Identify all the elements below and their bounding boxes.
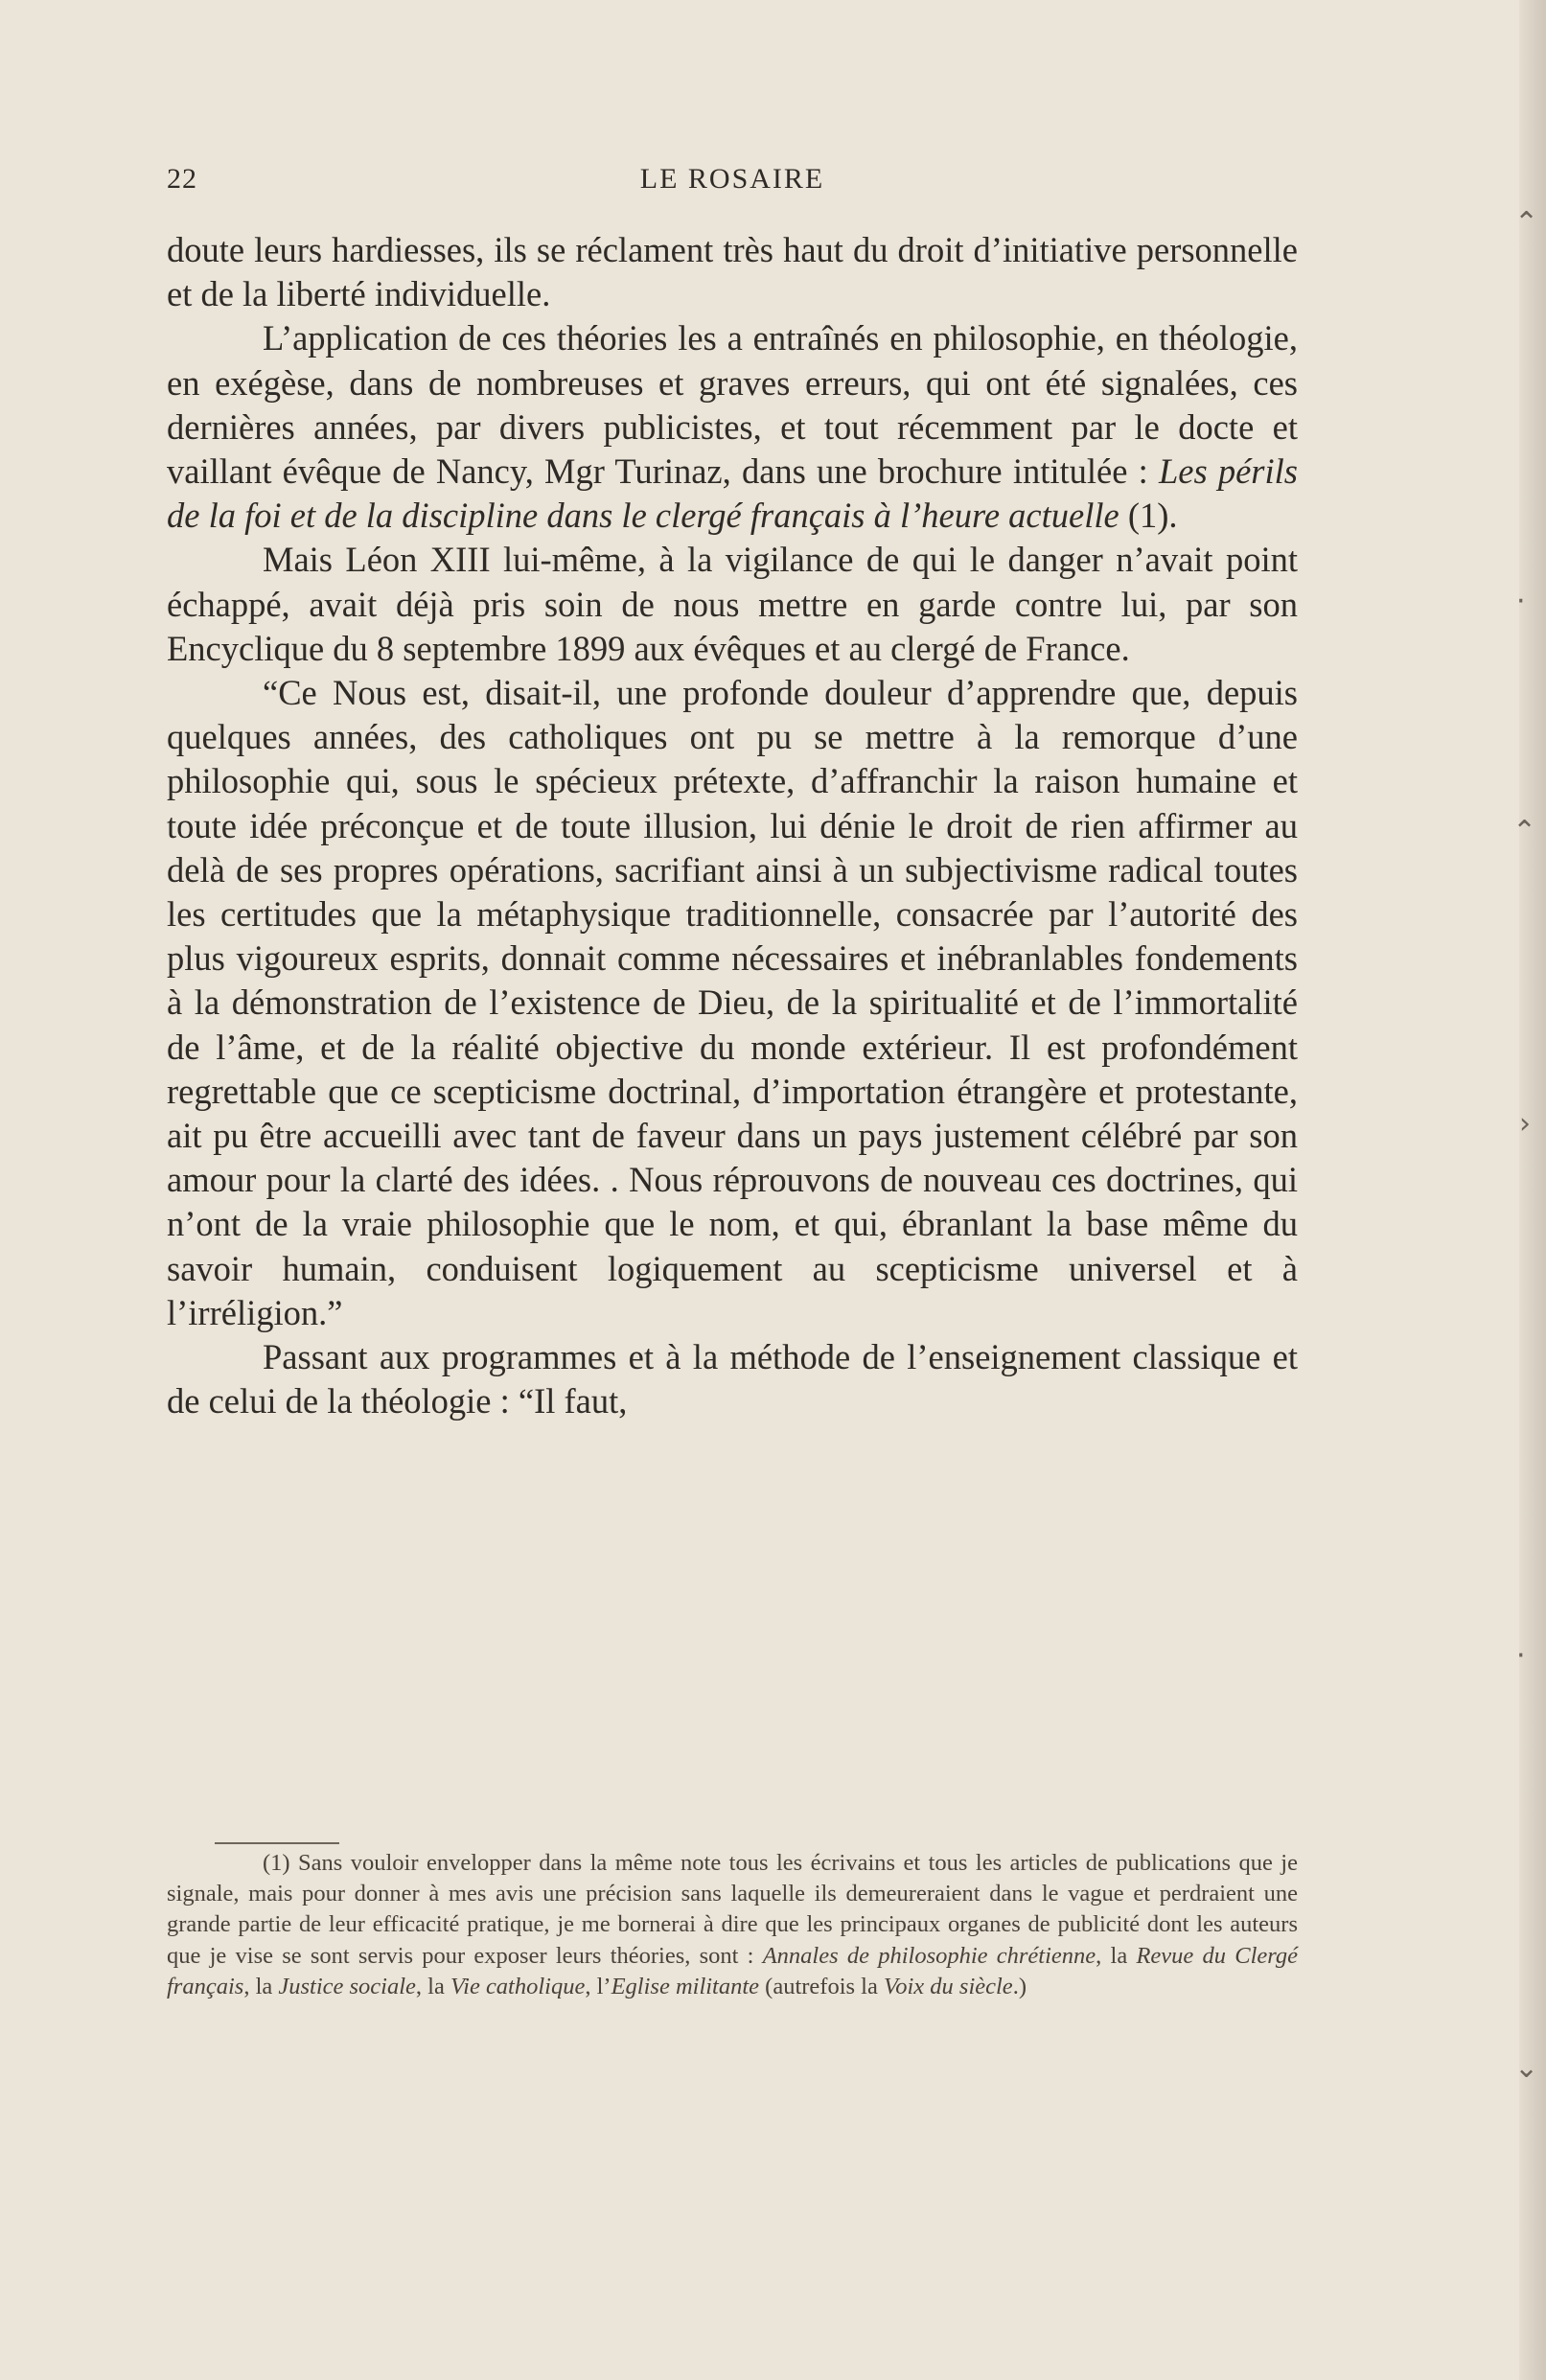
page-edge — [1519, 0, 1546, 2380]
margin-mark: · — [1516, 585, 1526, 618]
footnote-separator: (autrefois la — [759, 1973, 884, 1999]
footnote-separator: , la — [415, 1973, 450, 1999]
footnote-separator: , l’ — [585, 1973, 611, 1999]
publication-title: Annales de philosophie chrétienne — [762, 1942, 1096, 1969]
page-number: 22 — [167, 163, 197, 195]
footnote-separator: , la — [243, 1973, 279, 1999]
paragraph-4-quote: “Ce Nous est, disait-il, une profonde douleur d’apprendre que, depuis quelques années, des catholiques ont pu se mettre à la remorque d’une philosophie qui, sous le spécieux prétexte, d’affranchir la raison humaine et toute idée préconçue et de toute illusion, lui dénie le droit de rien affirmer au delà de ses propres opérations, sacrifiant ainsi à un subjectivisme radical toutes les certitudes que la métaphysique traditionnelle, consacrée par l’autorité des plus vigoureux esprits, donnait comme nécessaires et inébranlables fondements à la démonstration de l’existence de Dieu, de la spiritualité et de l’immortalité de l’âme, et de la réalité objective du monde extérieur. Il est profondément regrettable que ce scepticisme doctrinal, d’importation étrangère et protestante, ait pu être accueilli avec tant de faveur dans un pays justement célébré par son amour pour la clarté des idées. . Nous réprouvons de nouveau ces doctrines, qui n’ont de la vraie philosophie que le nom, et qui, ébranlant la base même du savoir humain, conduisent logiquement au scepticisme universel et à l’irréligion.” — [167, 673, 1298, 1332]
footnote-separator: , la — [1096, 1942, 1137, 1969]
margin-mark: ⌄ — [1514, 2051, 1539, 2085]
paragraph-2-text: L’application de ces théories les a entraînés en philosophie, en théologie, en exégèse, dans de nombreuses et graves erreurs, qui ont été signalées, ces dernières années, par divers publicistes, et tout récemment par le docte et vaillant évêque de Nancy, Mgr Turinaz, dans une brochure intitulée : — [167, 318, 1298, 492]
footnote-end: .) — [1012, 1973, 1027, 1999]
footnote-text: Sans vouloir envelopper dans la même note tous les écrivains et tous les articles de publications que je signale, mais pour donner à mes avis une précision sans laquelle ils demeureraient dans le vague et perdraient une grande partie de leur efficacité pratique, je me bornerai à dire que les principaux organes de publicité dont les auteurs que je vise se sont servis pour exposer leurs théories, sont : — [167, 1850, 1298, 1969]
footnote-rule — [215, 1842, 339, 1844]
page-header — [167, 163, 1298, 201]
running-head: LE ROSAIRE — [639, 163, 825, 195]
main-text — [167, 228, 1298, 1423]
footnote — [167, 1848, 1298, 2002]
footnote-paragraph — [167, 1848, 1298, 2002]
publication-title: Vie catholique — [450, 1973, 586, 1999]
footnote-marker: (1) — [263, 1850, 290, 1876]
publication-title: Revue du Clergé français — [167, 1942, 1299, 1999]
paragraph-2 — [167, 316, 1298, 538]
publication-title: Voix du siècle — [883, 1973, 1013, 1999]
margin-mark: › — [1519, 1107, 1531, 1141]
brochure-title: Les périls de la foi et de la discipline dans le clergé français à l’heure actuelle — [167, 451, 1298, 536]
footnote-reference: (1). — [1119, 496, 1178, 536]
publication-title: Eglise militante — [611, 1973, 760, 1999]
margin-mark: · — [1516, 1639, 1526, 1673]
paragraph-3: Mais Léon XIII lui-même, à la vigilance de qui le danger n’avait point échappé, avait déjà pris soin de nous mettre en garde contre lui, par son Encyclique du 8 septembre 1899 aux évêques et au clergé de France. — [167, 540, 1298, 668]
margin-mark: ⌃ — [1512, 815, 1537, 848]
paragraph-1: doute leurs hardiesses, ils se réclament très haut du droit d’initiative personnelle et de la liberté individuelle. — [167, 230, 1298, 314]
margin-mark: ⌃ — [1514, 206, 1539, 240]
paragraph-5: Passant aux programmes et à la méthode de l’enseignement classique et de celui de la théologie : “Il faut, — [167, 1337, 1298, 1421]
publication-title: Justice sociale — [278, 1973, 416, 1999]
